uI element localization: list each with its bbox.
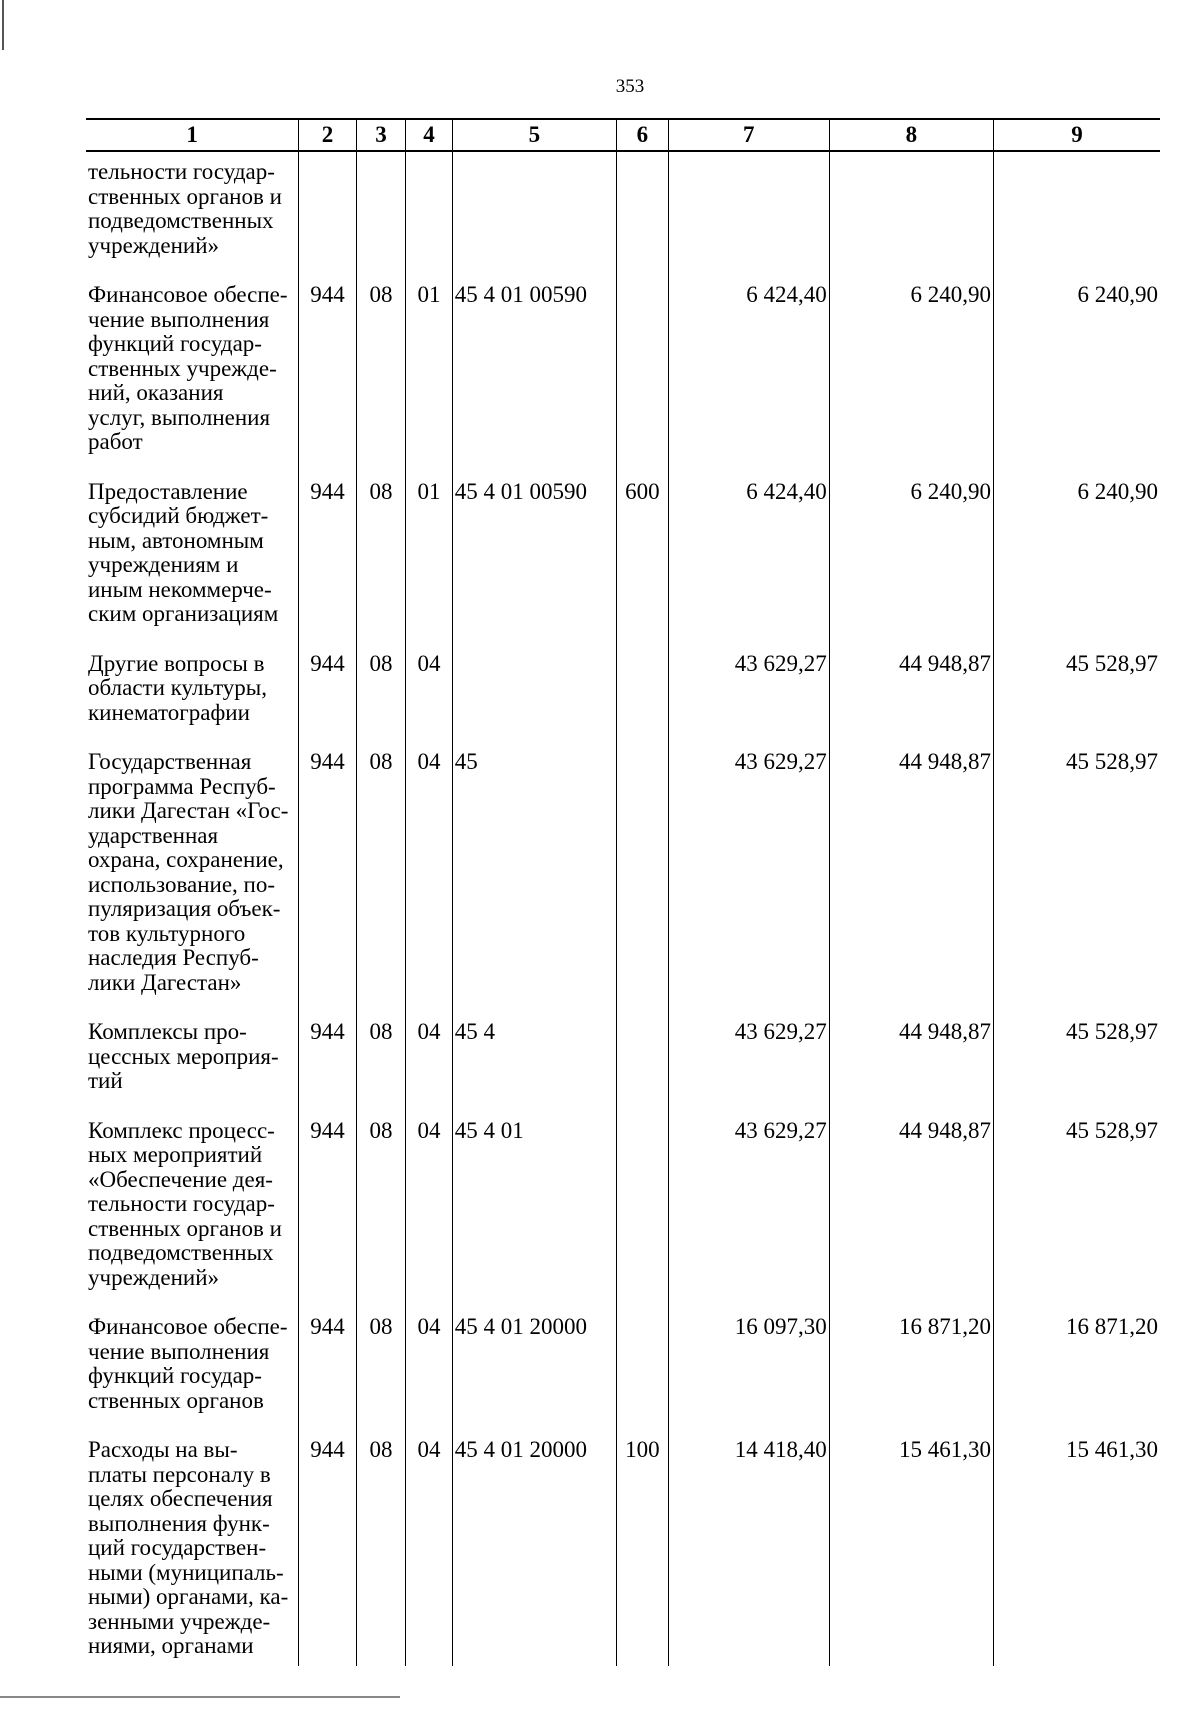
header-col-5: 5	[452, 119, 616, 151]
row-amount-col8-cell: 6 240,90	[829, 477, 993, 649]
row-amount-col8-cell: 44 948,87	[829, 1017, 993, 1116]
row-amount-col8-cell: 15 461,30	[829, 1435, 993, 1666]
row-section-cell: 08	[356, 1312, 406, 1435]
row-amount-col9-cell: 16 871,20	[994, 1312, 1160, 1435]
row-name-cell: Расходы на вы- платы персоналу в целях обеспечения выполнения функ- ций государствен- ными (муниципаль- ными) органами, ка- зенными учрежде- ниями, органами	[88, 1437, 289, 1658]
row-expense-type-cell	[616, 1017, 668, 1116]
row-name-cell: Комплексы про- цессных мероприя- тий	[88, 1019, 279, 1093]
row-amount-col9-cell: 6 240,90	[994, 280, 1160, 477]
row-program-cell: 45 4 01 20000	[452, 1312, 616, 1435]
row-amount-col9-cell: 45 528,97	[994, 1116, 1160, 1313]
row-code-cell: 944	[299, 1435, 356, 1666]
row-section-cell: 08	[356, 477, 406, 649]
row-name-cell: Финансовое обеспе- чение выполнения функций государ- ственных органов	[88, 1314, 288, 1413]
header-col-9: 9	[994, 119, 1160, 151]
row-program-cell: 45	[452, 747, 616, 1017]
row-amount-col7-cell	[668, 151, 829, 280]
row-subsection-cell: 01	[406, 280, 452, 477]
row-subsection-cell: 04	[406, 1017, 452, 1116]
row-section-cell: 08	[356, 1435, 406, 1666]
row-amount-col7-cell: 43 629,27	[668, 649, 829, 748]
scan-bottom-mark	[0, 1696, 400, 1698]
row-expense-type-cell	[616, 151, 668, 280]
row-code-cell: 944	[299, 747, 356, 1017]
row-section-cell: 08	[356, 280, 406, 477]
header-col-2: 2	[299, 119, 356, 151]
row-name-cell: Предоставление субсидий бюджет- ным, автономным учреждениям и иным некоммерче- ским организациям	[88, 478, 279, 626]
row-program-cell: 45 4 01 20000	[452, 1435, 616, 1666]
scan-edge-mark	[2, 0, 4, 50]
row-amount-col8-cell	[829, 151, 993, 280]
table-row	[86, 1435, 1160, 1666]
row-amount-col8-cell: 44 948,87	[829, 747, 993, 1017]
row-amount-col7-cell: 43 629,27	[668, 1116, 829, 1313]
row-amount-col7-cell: 43 629,27	[668, 747, 829, 1017]
row-amount-col7-cell: 14 418,40	[668, 1435, 829, 1666]
row-name-cell: Государственная программа Респуб- лики Дагестан «Гос- ударственная охрана, сохранение, использование, по- пуляризация объек- тов культурного наследия Респуб- лики Дагестан»	[88, 749, 289, 995]
table-row	[86, 1017, 1160, 1116]
row-code-cell: 944	[299, 1116, 356, 1313]
row-amount-col7-cell: 6 424,40	[668, 477, 829, 649]
row-amount-col9-cell: 45 528,97	[994, 1017, 1160, 1116]
table-header	[86, 119, 1160, 151]
row-amount-col9-cell: 45 528,97	[994, 649, 1160, 748]
row-subsection-cell: 01	[406, 477, 452, 649]
row-code-cell: 944	[299, 649, 356, 748]
row-amount-col9-cell: 6 240,90	[994, 477, 1160, 649]
row-program-cell	[452, 151, 616, 280]
row-program-cell: 45 4 01	[452, 1116, 616, 1313]
row-amount-col9-cell	[994, 151, 1160, 280]
header-col-3: 3	[356, 119, 406, 151]
row-code-cell: 944	[299, 1312, 356, 1435]
table-body	[86, 151, 1160, 1666]
row-expense-type-cell	[616, 1116, 668, 1313]
row-name-cell: Другие вопросы в области культуры, кинематографии	[88, 650, 268, 725]
row-subsection-cell: 04	[406, 649, 452, 748]
row-program-cell: 45 4	[452, 1017, 616, 1116]
page-number: 353	[615, 76, 645, 97]
row-subsection-cell	[406, 151, 452, 280]
row-amount-col8-cell: 6 240,90	[829, 280, 993, 477]
table-row	[86, 280, 1160, 477]
row-expense-type-cell	[616, 747, 668, 1017]
header-col-7: 7	[668, 119, 829, 151]
table-row	[86, 1312, 1160, 1435]
row-subsection-cell: 04	[406, 1435, 452, 1666]
table-row	[86, 477, 1160, 649]
row-subsection-cell: 04	[406, 747, 452, 1017]
row-amount-col7-cell: 6 424,40	[668, 280, 829, 477]
row-amount-col7-cell: 16 097,30	[668, 1312, 829, 1435]
row-expense-type-cell: 100	[616, 1435, 668, 1666]
row-amount-col9-cell: 45 528,97	[994, 747, 1160, 1017]
row-code-cell	[299, 151, 356, 280]
row-section-cell: 08	[356, 1116, 406, 1313]
row-amount-col8-cell: 44 948,87	[829, 1116, 993, 1313]
header-col-6: 6	[616, 119, 668, 151]
row-amount-col8-cell: 44 948,87	[829, 649, 993, 748]
table-row	[86, 747, 1160, 1017]
row-name-cell: тельности государ- ственных органов и подведомственных учреждений»	[88, 159, 282, 258]
row-name-cell: Комплекс процесс- ных мероприятий «Обеспечение дея- тельности государ- ственных органов и подведомственных учреждений»	[88, 1117, 282, 1290]
row-expense-type-cell	[616, 649, 668, 748]
row-section-cell	[356, 151, 406, 280]
row-section-cell: 08	[356, 747, 406, 1017]
header-row	[86, 119, 1160, 151]
row-amount-col7-cell: 43 629,27	[668, 1017, 829, 1116]
row-expense-type-cell	[616, 1312, 668, 1435]
row-subsection-cell: 04	[406, 1312, 452, 1435]
row-amount-col9-cell: 15 461,30	[994, 1435, 1160, 1666]
table-row	[86, 1116, 1160, 1313]
row-section-cell: 08	[356, 1017, 406, 1116]
row-subsection-cell: 04	[406, 1116, 452, 1313]
row-name-cell: Финансовое обеспе- чение выполнения функций государ- ственных учрежде- ний, оказания услуг, выполнения работ	[88, 282, 288, 454]
row-code-cell: 944	[299, 1017, 356, 1116]
row-amount-col8-cell: 16 871,20	[829, 1312, 993, 1435]
row-program-cell	[452, 649, 616, 748]
row-expense-type-cell: 600	[616, 477, 668, 649]
table-row	[86, 649, 1160, 748]
row-expense-type-cell	[616, 280, 668, 477]
row-section-cell: 08	[356, 649, 406, 748]
header-col-4: 4	[406, 119, 452, 151]
table-row	[86, 151, 1160, 280]
row-code-cell: 944	[299, 477, 356, 649]
header-col-1: 1	[86, 119, 299, 151]
row-code-cell: 944	[299, 280, 356, 477]
header-col-8: 8	[829, 119, 993, 151]
row-program-cell: 45 4 01 00590	[452, 477, 616, 649]
budget-table	[86, 118, 1160, 1666]
row-program-cell: 45 4 01 00590	[452, 280, 616, 477]
